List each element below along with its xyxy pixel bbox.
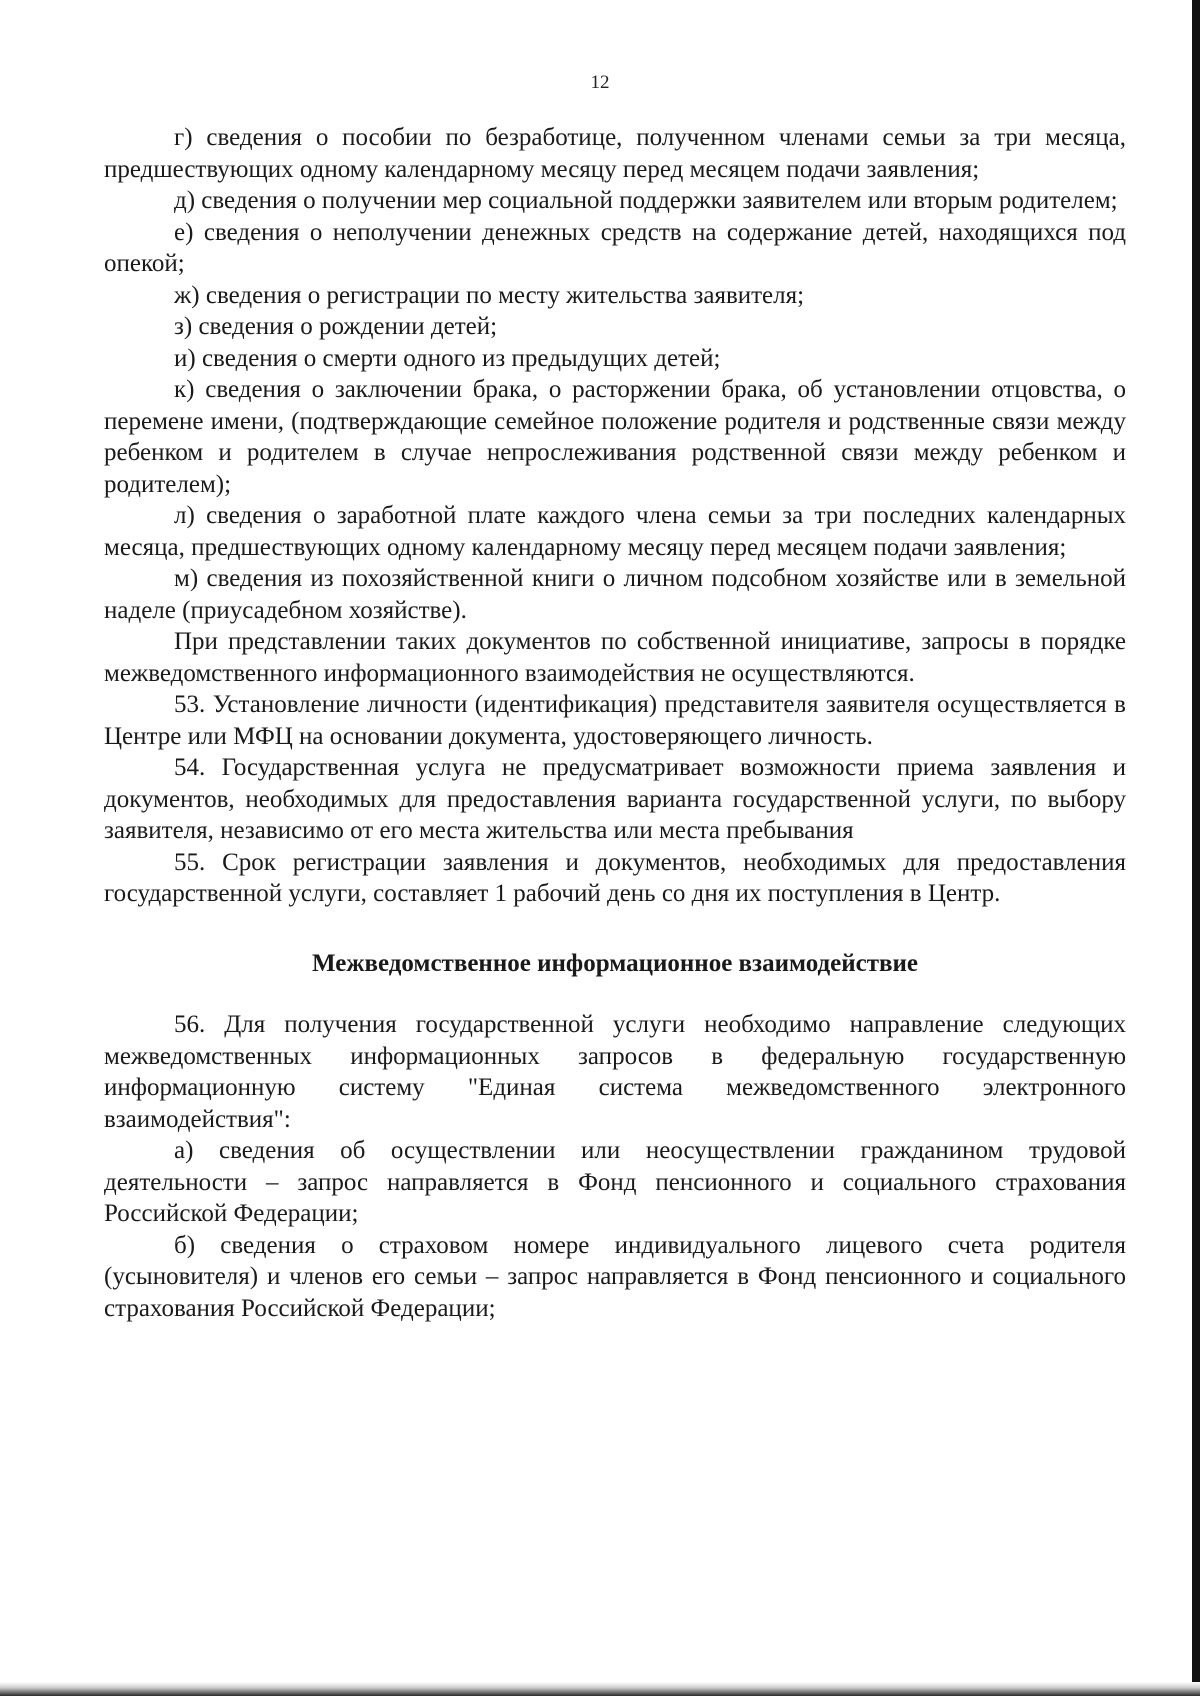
- paragraph-zh: ж) сведения о регистрации по месту жительства заявителя;: [174, 281, 805, 309]
- paragraph-z: з) сведения о рождении детей;: [174, 313, 498, 340]
- paragraph-56-b: б) сведения о страховом номере индивидуального лицевого счета родителя (усыновителя) и членов его семьи – запрос направляется в Фонд пенсионного и социального страхования Российской Федерации;: [104, 1231, 1126, 1322]
- scan-bottom-edge: [0, 1682, 1200, 1696]
- paragraph-i: и) сведения о смерти одного из предыдущих детей;: [174, 344, 721, 372]
- paragraph-e: е) сведения о неполучении денежных средств на содержание детей, находящихся под опекой;: [104, 218, 1126, 277]
- paragraph-l: л) сведения о заработной плате каждого члена семьи за три последних календарных месяца, предшествующих одному календарному месяцу перед месяцем подачи заявления;: [104, 502, 1126, 561]
- paragraph-56-a: а) сведения об осуществлении или неосуществлении гражданином трудовой деятельности – запрос направляется в Фонд пенсионного и социального страхования Российской Федерации;: [104, 1137, 1126, 1227]
- paragraph-own-initiative: При представлении таких документов по собственной инициативе, запросы в порядке межведомственного информационного взаимодействия не осуществляются.: [104, 628, 1126, 687]
- paragraph-k: к) сведения о заключении брака, о расторжении брака, об установлении отцовства, о перемене имени, (подтверждающие семейное положение родителя и родственные связи между ребенком и родителем в случае непрослеживания родственной связи между ребенком и родителем);: [104, 376, 1126, 498]
- document-body: [104, 122, 1126, 1324]
- paragraph-55: 55. Срок регистрации заявления и документов, необходимых для предоставления государственной услуги, составляет 1 рабочий день со дня их поступления в Центр.: [104, 848, 1126, 907]
- paragraph-d: д) сведения о получении мер социальной поддержки заявителем или вторым родителем;: [174, 187, 1118, 214]
- paragraph-53: 53. Установление личности (идентификация) представителя заявителя осуществляется в Центре или МФЦ на основании документа, удостоверяющего личность.: [104, 691, 1126, 750]
- paragraph-g: г) сведения о пособии по безработице, полученном членами семьи за три месяца, предшествующих одному календарному месяцу перед месяцем подачи заявления;: [104, 124, 1126, 183]
- scan-right-edge: [1192, 0, 1200, 1696]
- paragraph-56: 56. Для получения государственной услуги необходимо направление следующих межведомственных информационных запросов в федеральную государственную информационную систему "Единая система межведомственного электронного взаимодействия":: [104, 1011, 1126, 1133]
- paragraph-m: м) сведения из похозяйственной книги о личном подсобном хозяйстве или в земельной наделе (приусадебном хозяйстве).: [104, 565, 1126, 624]
- page-number: 12: [590, 72, 610, 93]
- section-heading: Межведомственное информационное взаимодействие: [312, 949, 918, 977]
- paragraph-54: 54. Государственная услуга не предусматривает возможности приема заявления и документов, необходимых для предоставления варианта государственной услуги, по выбору заявителя, независимо от его места жительства или места пребывания: [104, 754, 1126, 844]
